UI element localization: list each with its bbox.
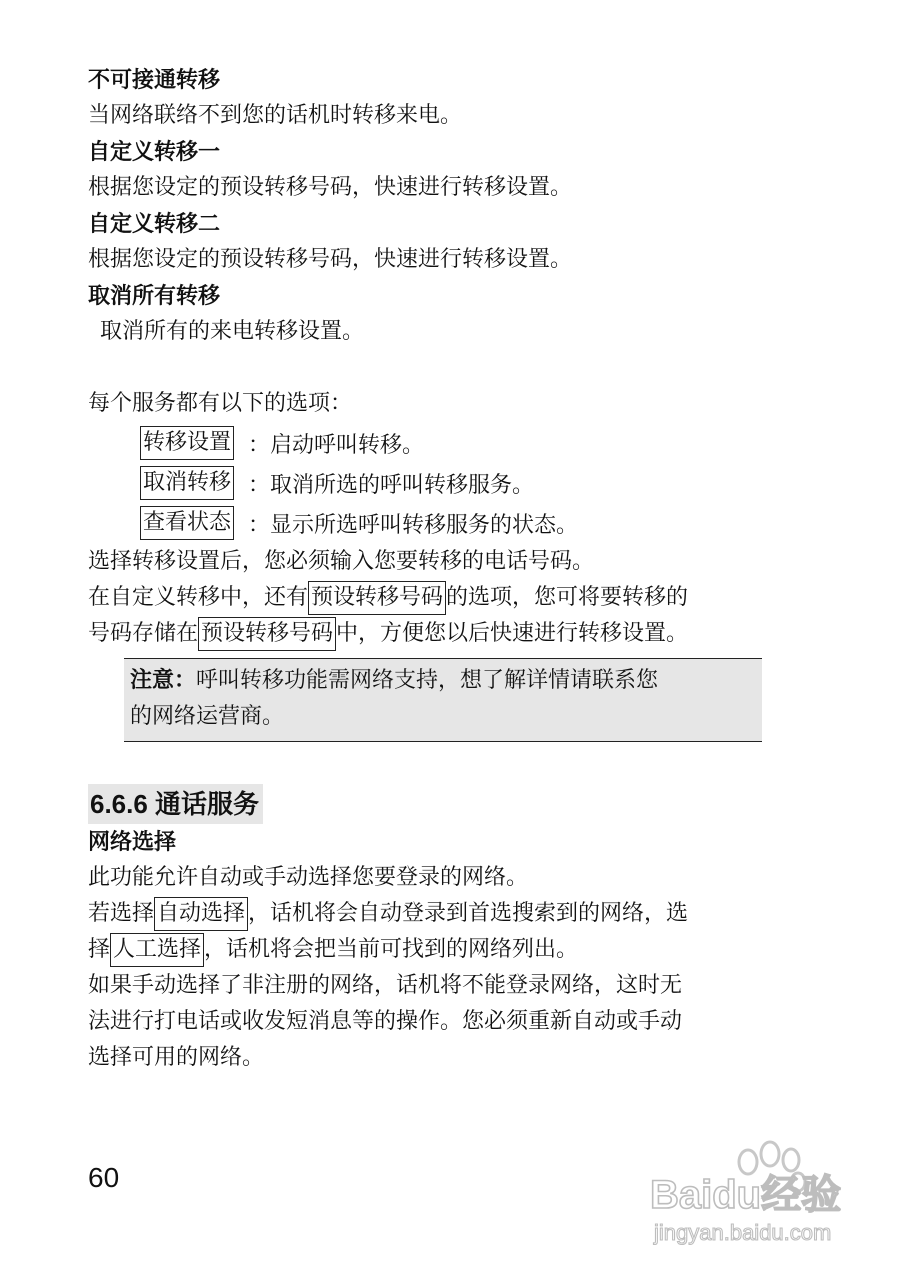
manual-select-line bbox=[88, 932, 788, 968]
manual-page bbox=[88, 62, 788, 1076]
option-desc-cancel-forward: ：取消所选的呼叫转移服务。 bbox=[248, 472, 535, 498]
network-select-heading: 网络选择 bbox=[88, 829, 177, 854]
manual-select-pre: 择 bbox=[88, 937, 111, 962]
option-desc-forward-setting: ：启动呼叫转移。 bbox=[248, 432, 425, 458]
warning-line-3: 选择可用的网络。 bbox=[88, 1045, 265, 1070]
baidu-jingyan-watermark bbox=[648, 1140, 858, 1250]
custom-line1-pre: 在自定义转移中，还有 bbox=[88, 585, 309, 610]
manual-select-post: ，话机将会把当前可找到的网络列出。 bbox=[204, 937, 579, 962]
option-key-cancel-forward: 取消转移 bbox=[140, 466, 234, 500]
section-title: 6.6.6 通话服务 bbox=[88, 784, 263, 824]
custom-line2-post: 中，方便您以后快速进行转移设置。 bbox=[336, 621, 689, 646]
entry-title-custom-2: 自定义转移二 bbox=[88, 211, 221, 236]
options-intro: 每个服务都有以下的选项： bbox=[88, 391, 353, 416]
note-line-2: 的网络运营商。 bbox=[130, 704, 285, 729]
option-desc-view-status: ：显示所选呼叫转移服务的状态。 bbox=[248, 512, 579, 538]
auto-select-post: ，话机将会自动登录到首选搜索到的网络，选 bbox=[248, 901, 689, 926]
watermark-brand: Baidu经验 bbox=[650, 1173, 842, 1217]
entry-title-custom-1: 自定义转移一 bbox=[88, 139, 221, 164]
auto-select-key: 自动选择 bbox=[154, 897, 248, 931]
option-key-forward-setting: 转移设置 bbox=[140, 426, 234, 460]
network-select-intro: 此功能允许自动或手动选择您要登录的网络。 bbox=[88, 865, 529, 890]
note-label: 注意： bbox=[130, 668, 197, 693]
option-row-view-status bbox=[140, 504, 788, 542]
entry-desc-custom-2: 根据您设定的预设转移号码，快速进行转移设置。 bbox=[88, 247, 573, 272]
watermark-url: jingyan.baidu.com bbox=[654, 1220, 832, 1245]
entry-title-unreachable: 不可接通转移 bbox=[88, 67, 221, 92]
custom-line2-pre: 号码存储在 bbox=[88, 621, 199, 646]
auto-select-pre: 若选择 bbox=[88, 901, 155, 926]
note-line-1 bbox=[130, 663, 756, 699]
preset-number-key-1: 预设转移号码 bbox=[308, 581, 446, 615]
paw-logo-icon bbox=[648, 1140, 858, 1250]
custom-line1-post: 的选项，您可将要转移的 bbox=[446, 585, 689, 610]
page-number: 60 bbox=[88, 1162, 120, 1193]
note-text-1: 呼叫转移功能需网络支持，想了解详情请联系您 bbox=[196, 668, 659, 693]
entry-desc-custom-1: 根据您设定的预设转移号码，快速进行转移设置。 bbox=[88, 175, 573, 200]
option-key-view-status: 查看状态 bbox=[140, 506, 234, 540]
manual-select-key: 人工选择 bbox=[110, 933, 204, 967]
auto-select-line bbox=[88, 896, 788, 932]
option-row-cancel-forward bbox=[140, 464, 788, 502]
preset-number-key-2: 预设转移号码 bbox=[198, 617, 336, 651]
option-row-forward-setting bbox=[140, 424, 788, 462]
entry-desc-unreachable: 当网络联络不到您的话机时转移来电。 bbox=[88, 103, 463, 128]
warning-line-2: 法进行打电话或收发短消息等的操作。您必须重新自动或手动 bbox=[88, 1009, 683, 1034]
entry-title-cancel-all: 取消所有转移 bbox=[88, 283, 221, 308]
custom-forward-line-2 bbox=[88, 616, 788, 652]
warning-line-1: 如果手动选择了非注册的网络，话机将不能登录网络，这时无 bbox=[88, 973, 683, 998]
after-setting-text: 选择转移设置后，您必须输入您要转移的电话号码。 bbox=[88, 549, 595, 574]
spacer bbox=[88, 350, 788, 386]
entry-desc-cancel-all: 取消所有的来电转移设置。 bbox=[100, 319, 365, 344]
custom-forward-line-1 bbox=[88, 580, 788, 616]
note-box bbox=[124, 658, 762, 742]
